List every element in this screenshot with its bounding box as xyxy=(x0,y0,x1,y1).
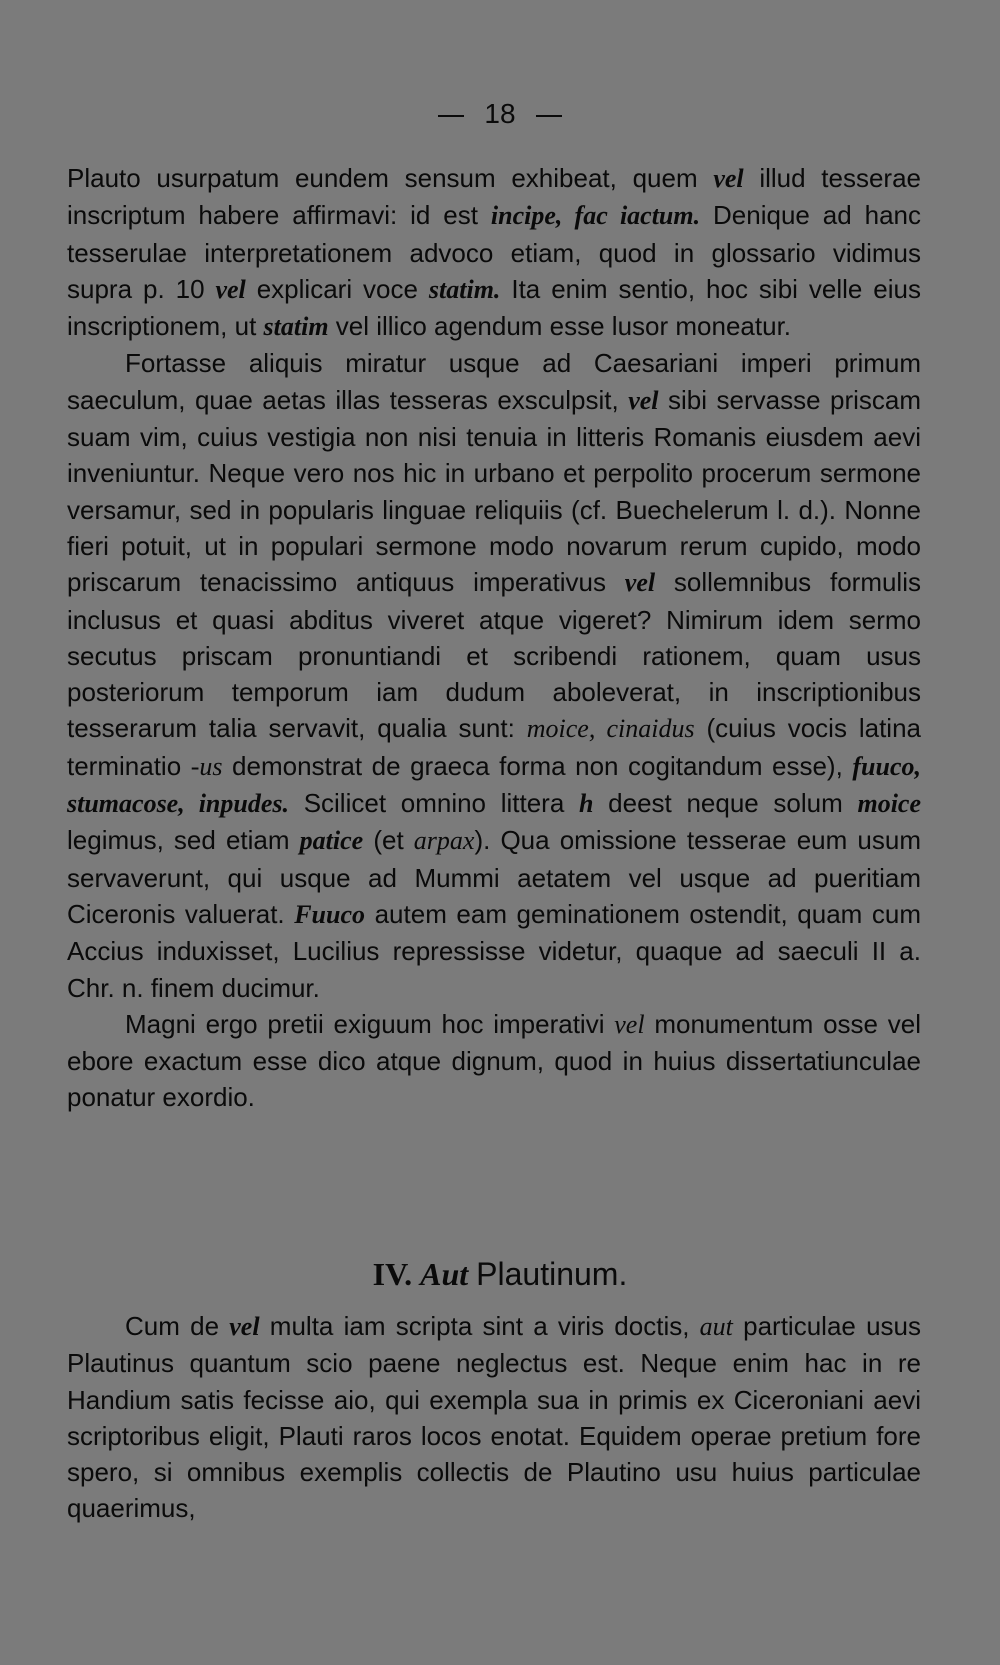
text-run: deest neque solum xyxy=(593,788,858,819)
text-run: (cuius vocis latina terminatio xyxy=(67,713,922,781)
section-numeral: IV. xyxy=(372,1256,413,1292)
page-header xyxy=(0,96,1000,132)
emphasis: vel xyxy=(628,385,659,415)
dash-right xyxy=(536,115,562,117)
text-run: Cum de xyxy=(125,1311,230,1341)
text-run: demonstrat de graeca forma non cogitandum esse), xyxy=(222,750,853,781)
text-run: Fortasse aliquis miratur usque ad Caesariani imperi primum saeculum, quae aetas illas tesseras exsculpsit, xyxy=(67,348,921,415)
dash-left xyxy=(438,115,464,117)
text-run: Scilicet omnino littera xyxy=(289,788,579,819)
emphasis: vel xyxy=(215,274,246,304)
text-run: ). Qua omissione tesserae eum usum servaverunt, qui usque ad Mummi aetatem vel usque ad pueritiam Ciceronis valuerat. xyxy=(67,825,921,929)
emphasis: fuuco, stumacose, inpudes. xyxy=(67,751,921,819)
emphasis: vel xyxy=(713,164,744,193)
section-text xyxy=(67,1308,921,1527)
emphasis: moice xyxy=(857,789,922,819)
paragraph-1 xyxy=(67,160,921,345)
emphasis: vel xyxy=(614,1009,645,1039)
paragraph-4 xyxy=(67,1308,921,1527)
emphasis: arpax xyxy=(413,826,475,856)
emphasis: -us xyxy=(190,751,223,781)
emphasis: moice, cinaidus xyxy=(526,714,695,744)
paragraph-3 xyxy=(67,1006,921,1116)
emphasis: statim. xyxy=(428,274,501,304)
emphasis: incipe, fac iactum. xyxy=(490,201,701,231)
text-run: particulae usus Plautinus quantum scio paene neglectus est. Neque enim hac in re Handium satis fecisse aio, qui exempla sua in primis ex Ciceroniani aevi scriptoribus eligit, Plauti raros locos enotat. Equidem operae pretium fore spero, si omnibus exemplis collectis de Plautino usu huius particulae quaerimus, xyxy=(67,1311,921,1524)
text-run: sollemnibus formulis inclusus et quasi abditus viveret atque vigeret? Nimirum idem sermo secutus priscam pronuntiandi et scribendi rationem, quam usus posteriorum temporum iam dudum aboleverat, in inscriptionibus tesserarum talia servavit, qualia sunt: xyxy=(67,567,921,744)
section-title: Plautinum. xyxy=(476,1256,628,1292)
text-run: autem eam geminationem ostendit, quam cum Accius induxisset, Lucilius repressisse videtur, quaque ad saeculi II a. Chr. n. finem ducimur. xyxy=(67,898,921,1003)
emphasis: aut xyxy=(699,1312,733,1341)
text-run: Magni ergo pretii exiguum hoc imperativi xyxy=(125,1008,615,1039)
emphasis: h xyxy=(578,789,594,819)
section-keyword: Aut xyxy=(420,1256,469,1292)
paragraph-2 xyxy=(67,345,921,1005)
text-run: legimus, sed etiam xyxy=(67,825,300,856)
section-heading xyxy=(0,1254,1000,1294)
emphasis: patice xyxy=(299,826,364,856)
text-run: illud tesserae inscriptum habere affirmavi: id est xyxy=(67,163,921,231)
text-run: Denique ad hanc tesserulae interpretationem advoco etiam, quod in glossario vidimus supra p. 10 xyxy=(67,200,922,304)
text-run: (et xyxy=(363,825,414,856)
page-number: 18 xyxy=(484,98,516,129)
text-run: sibi servasse priscam suam vim, cuius vestigia non nisi tenuia in litteris Romanis eiusdem aevi inveniuntur. Neque vero nos hic in urbano et perpolito procerum sermone versamur, sed in popularis linguae reliquiis (cf. Buechelerum l. d.). Nonne fieri potuit, ut in populari sermone modo novarum rerum cupido, modo priscarum tenacissimo antiquus imperativus xyxy=(67,384,922,598)
emphasis: Fuuco xyxy=(294,899,366,929)
text-run: Plauto usurpatum eundem sensum exhibeat, quem xyxy=(67,163,714,193)
main-text xyxy=(67,160,921,1116)
text-run: Ita enim sentio, hoc sibi velle eius inscriptionem, ut xyxy=(67,273,921,342)
emphasis: vel xyxy=(624,568,656,598)
text-run: multa iam scripta sint a viris doctis, xyxy=(259,1311,700,1341)
emphasis: vel xyxy=(229,1312,260,1341)
text-run: explicari voce xyxy=(245,273,429,304)
text-run: monumentum osse vel ebore exactum esse dico atque dignum, quod in huius dissertatiunculae ponatur exordio. xyxy=(67,1008,921,1113)
text-run: vel illico agendum esse lusor moneatur. xyxy=(328,311,792,342)
emphasis: statim xyxy=(263,312,329,342)
